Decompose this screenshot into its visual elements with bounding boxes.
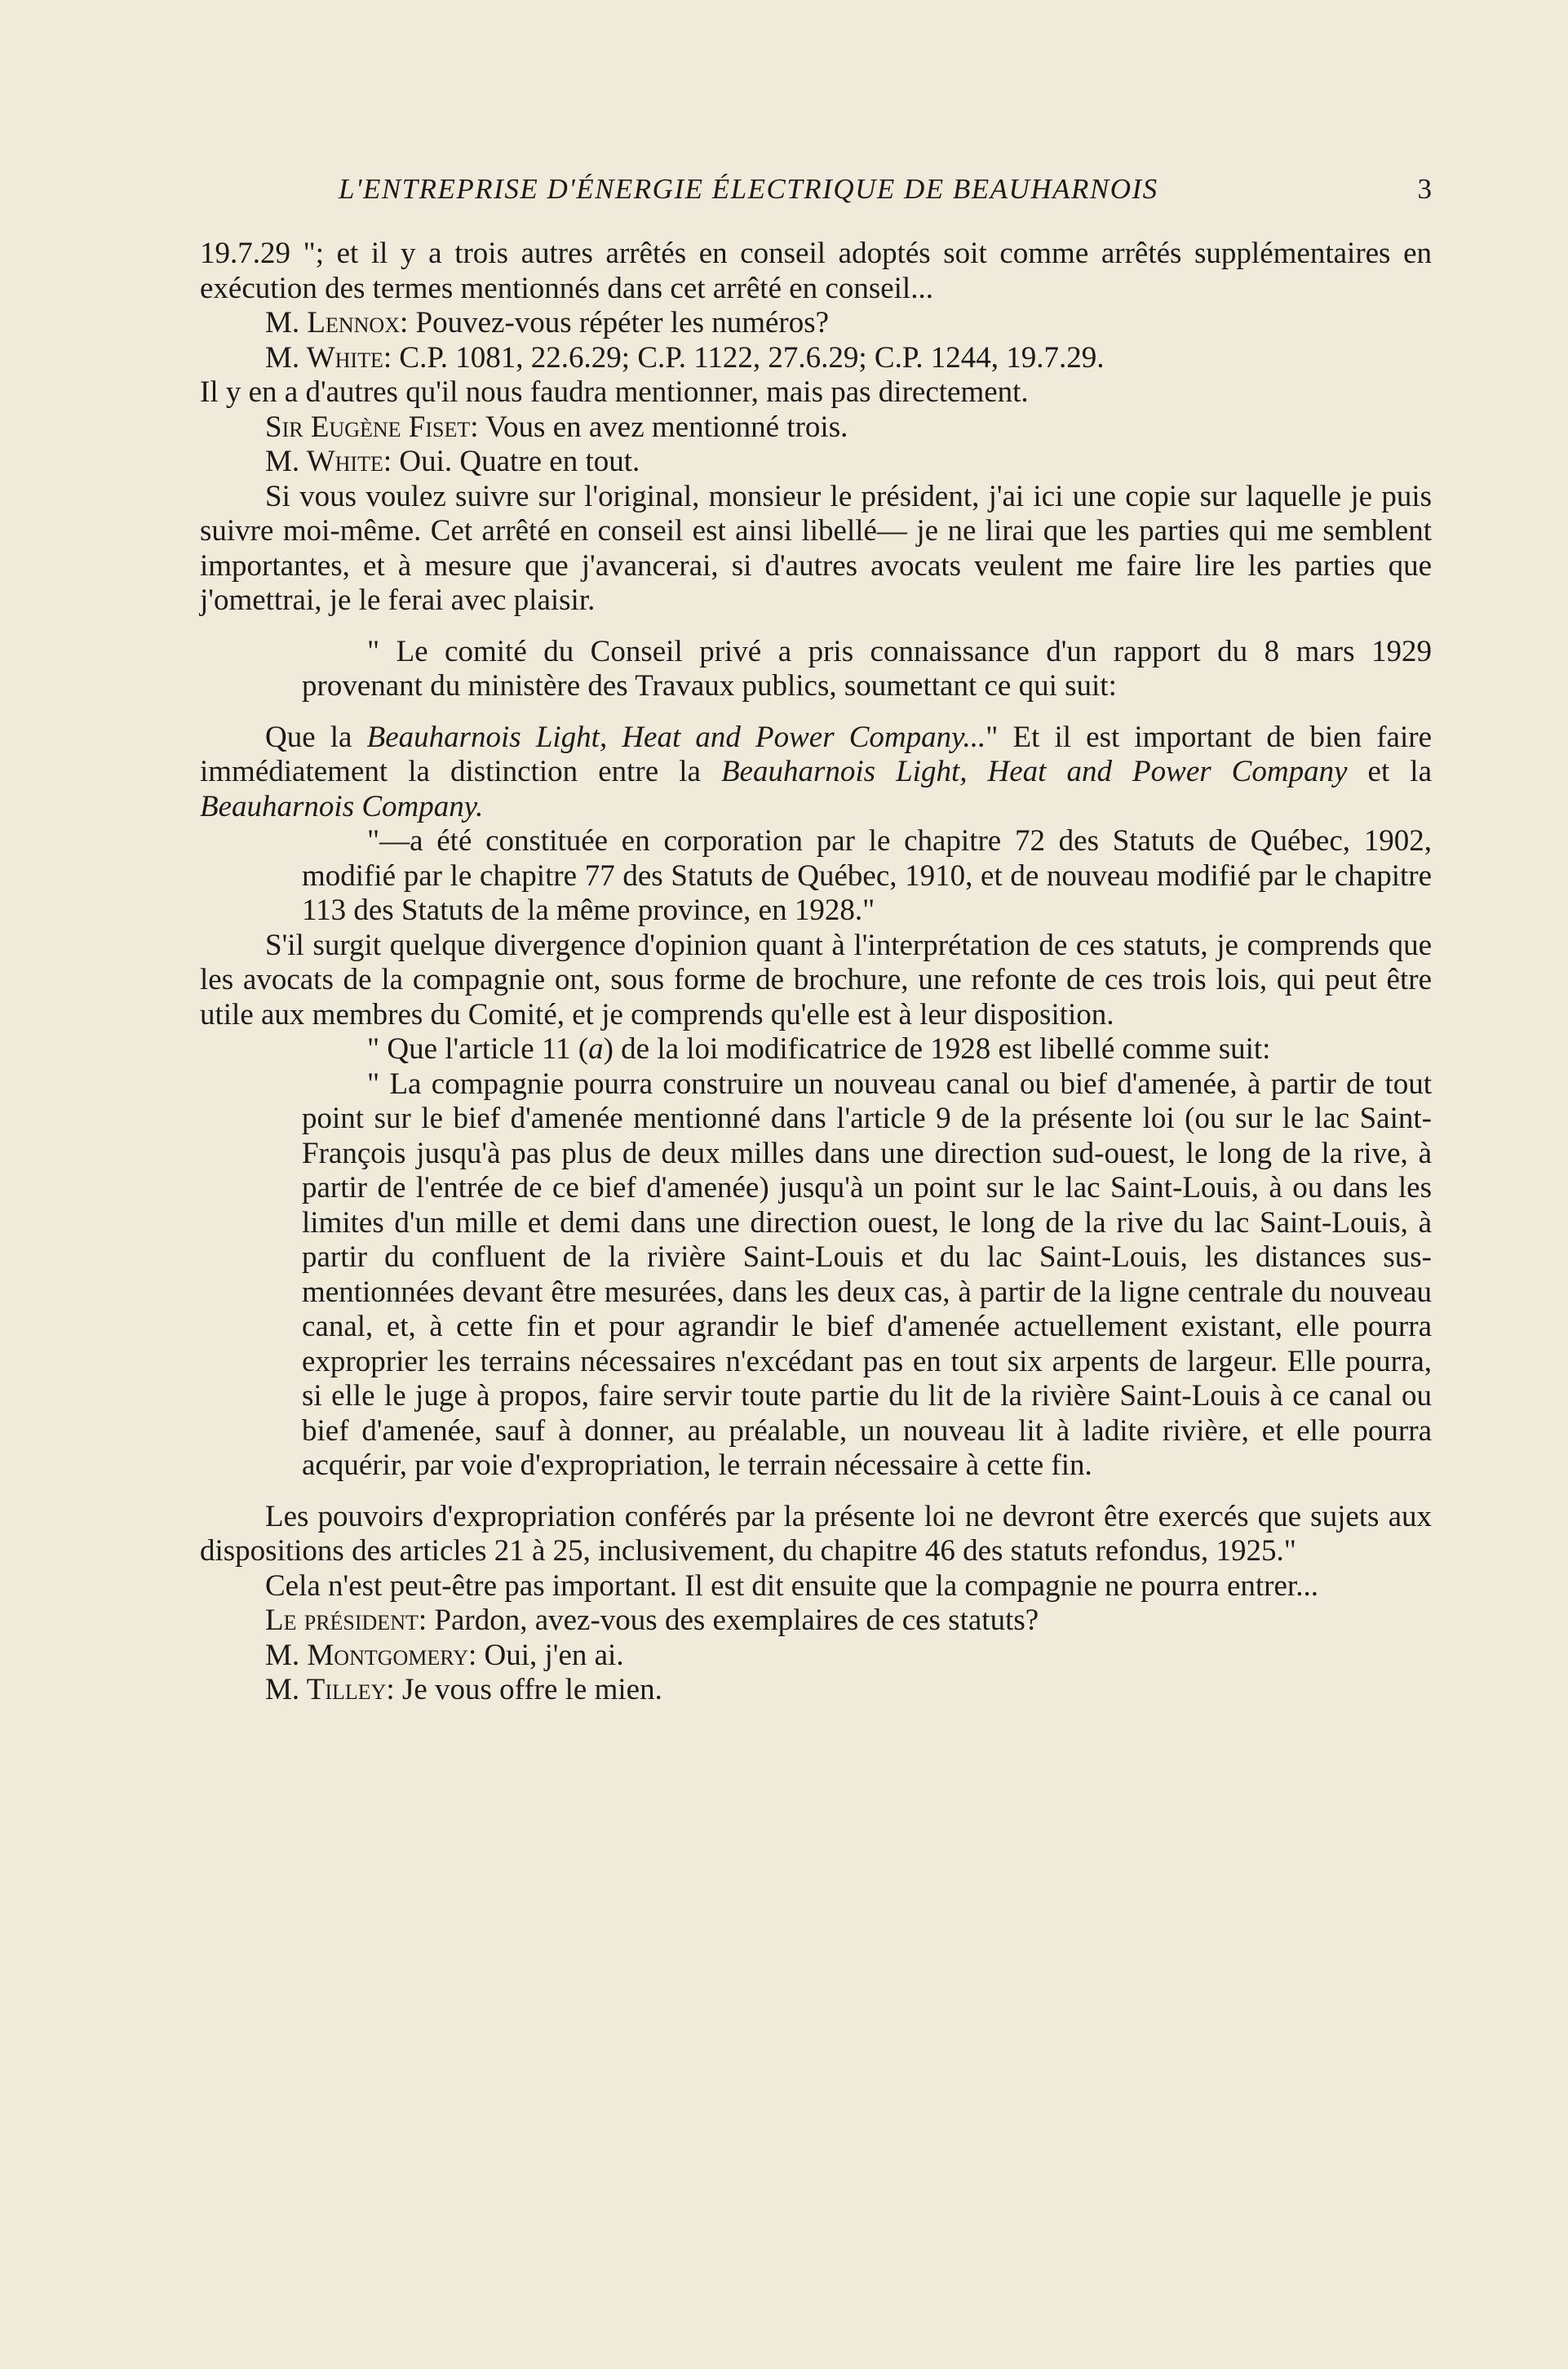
quote-block-3: [200, 1032, 1432, 1484]
speaker-name: Sir Eugène Fiset:: [265, 410, 479, 444]
paragraph-expropriation: Les pouvoirs d'expropriation conférés par la présente loi ne devront être exercés que sujets aux dispositions des articles 21 à 25, inclusivement, du chapitre 46 des statuts refondus, 1925.": [200, 1499, 1432, 1568]
quote-comite: " Le comité du Conseil privé a pris connaissance d'un rapport du 8 mars 1929 provenant du ministère des Travaux publics, soumettant ce qui suit:: [302, 634, 1432, 703]
running-title: L'ENTREPRISE D'ÉNERGIE ÉLECTRIQUE DE BEAUHARNOIS: [339, 173, 1158, 205]
page-header: [200, 173, 1432, 219]
speech-text: Pardon, avez-vous des exemplaires de ces statuts?: [434, 1604, 1039, 1637]
speech-text: Vous en avez mentionné trois.: [485, 410, 848, 444]
quote-block-1: [200, 635, 1432, 704]
speech-text: Je vous offre le mien.: [401, 1673, 662, 1706]
speech-text: C.P. 1081, 22.6.29; C.P. 1122, 27.6.29; C.P. 1244, 19.7.29.: [399, 340, 1105, 375]
speaker-name: Le président:: [265, 1604, 427, 1637]
dialogue-president: [200, 1604, 1432, 1639]
italic-letter: a: [588, 1032, 604, 1066]
text-run: " Que l'article 11 (: [367, 1032, 589, 1066]
dialogue-white-2: [200, 445, 1432, 480]
dialogue-fiset: [200, 410, 1432, 446]
text-run: ) de la loi modificatrice de 1928 est libellé comme suit:: [603, 1032, 1271, 1066]
paragraph-original-copy: Si vous voulez suivre sur l'original, monsieur le président, j'ai ici une copie sur laquelle je puis suivre moi-même. Cet arrêté en conseil est ainsi libellé— je ne lirai que les parties qui me semblent importantes, et à mesure que j'avancerai, si d'autres avocats veulent me faire lire les parties que j'omettrai, je le ferai avec plaisir.: [200, 479, 1432, 617]
company-name-italic: Beauharnois Light, Heat and Power Company: [720, 755, 1348, 788]
body-text: [200, 237, 1432, 1708]
dialogue-lennox: [200, 306, 1432, 341]
speaker-name: M. Lennox:: [265, 306, 409, 339]
quote-incorporation: "—a été constituée en corporation par le chapitre 72 des Statuts de Québec, 1902, modifié par le chapitre 77 des Statuts de Québec, 1910, et de nouveau modifié par le chapitre 113 des Statuts de la même province, en 1928.": [302, 824, 1432, 927]
quote-canal-provision: " La compagnie pourra construire un nouveau canal ou bief d'amenée, à partir de tout point sur le bief d'amenée mentionné dans l'article 9 de la présente loi (ou sur le lac Saint-François jusqu'à pas plus de deux milles dans une direction sud-ouest, le long de la rive, à partir de l'entrée de ce bief d'amenée) jusqu'à un point sur le lac Saint-Louis, à ou dans les limites d'un mille et demi dans une direction ouest, le long de la rive du lac Saint-Louis, à partir du confluent de la rivière Saint-Louis et du lac Saint-Louis, les distances sus-mentionnées devant être mesurées, dans les deux cas, à partir de la ligne centrale du nouveau canal, et, à cette fin et pour agrandir le bief d'amenée actuellement existant, elle pourra exproprier les terrains nécessaires n'excédant pas en tout six arpents de largeur. Elle pourra, si elle le juge à propos, faire servir toute partie du lit de la rivière Saint-Louis à ce canal ou bief d'amenée, sauf à donner, au préalable, un nouveau lit à ladite rivière, et elle pourra acquérir, par voie d'expropriation, le terrain nécessaire à cette fin.: [302, 1067, 1432, 1482]
dialogue-white-1: [200, 341, 1432, 376]
quote-block-2: [200, 824, 1432, 929]
paragraph-not-important: Cela n'est peut-être pas important. Il est dit ensuite que la compagnie ne pourra entrer...: [265, 1568, 1318, 1603]
paragraph-statuts: S'il surgit quelque divergence d'opinion quant à l'interprétation de ces statuts, je comprends que les avocats de la compagnie ont, sous forme de brochure, une refonte de ces trois lois, qui peut être utile aux membres du Comité, et je comprends qu'elle est à leur disposition.: [200, 928, 1432, 1031]
dialogue-montgomery: [200, 1639, 1432, 1674]
quote-article-11: [302, 1032, 1432, 1067]
paragraph-company-distinction: [200, 721, 1432, 825]
speaker-name: M. Tilley:: [265, 1673, 395, 1706]
speech-text: Pouvez-vous répéter les numéros?: [415, 306, 830, 339]
company-name-italic: Beauharnois Light, Heat and Power Company...: [366, 720, 986, 754]
page-number: 3: [1417, 173, 1432, 205]
text-run: Que la: [265, 720, 367, 754]
text-run: " Et il est important de bien faire immédiatement la distinction entre la: [200, 720, 1432, 788]
dialogue-tilley: [200, 1673, 1432, 1708]
paragraph-continuation: 19.7.29 "; et il y a trois autres arrêtés en conseil adoptés soit comme arrêtés supplémentaires en exécution des termes mentionnés dans cet arrêté en conseil...: [200, 237, 1432, 305]
speech-text: Oui, j'en ai.: [484, 1638, 624, 1672]
company-name-italic: Beauharnois Company.: [200, 789, 484, 823]
speaker-name: M. White:: [265, 340, 392, 375]
dialogue-white-1-continued: Il y en a d'autres qu'il nous faudra mentionner, mais pas directement.: [200, 375, 1029, 409]
speaker-name: M. White:: [265, 445, 392, 478]
speech-text: Oui. Quatre en tout.: [399, 445, 640, 478]
speaker-name: M. Montgomery:: [265, 1638, 477, 1672]
text-run: et la: [1347, 755, 1433, 788]
